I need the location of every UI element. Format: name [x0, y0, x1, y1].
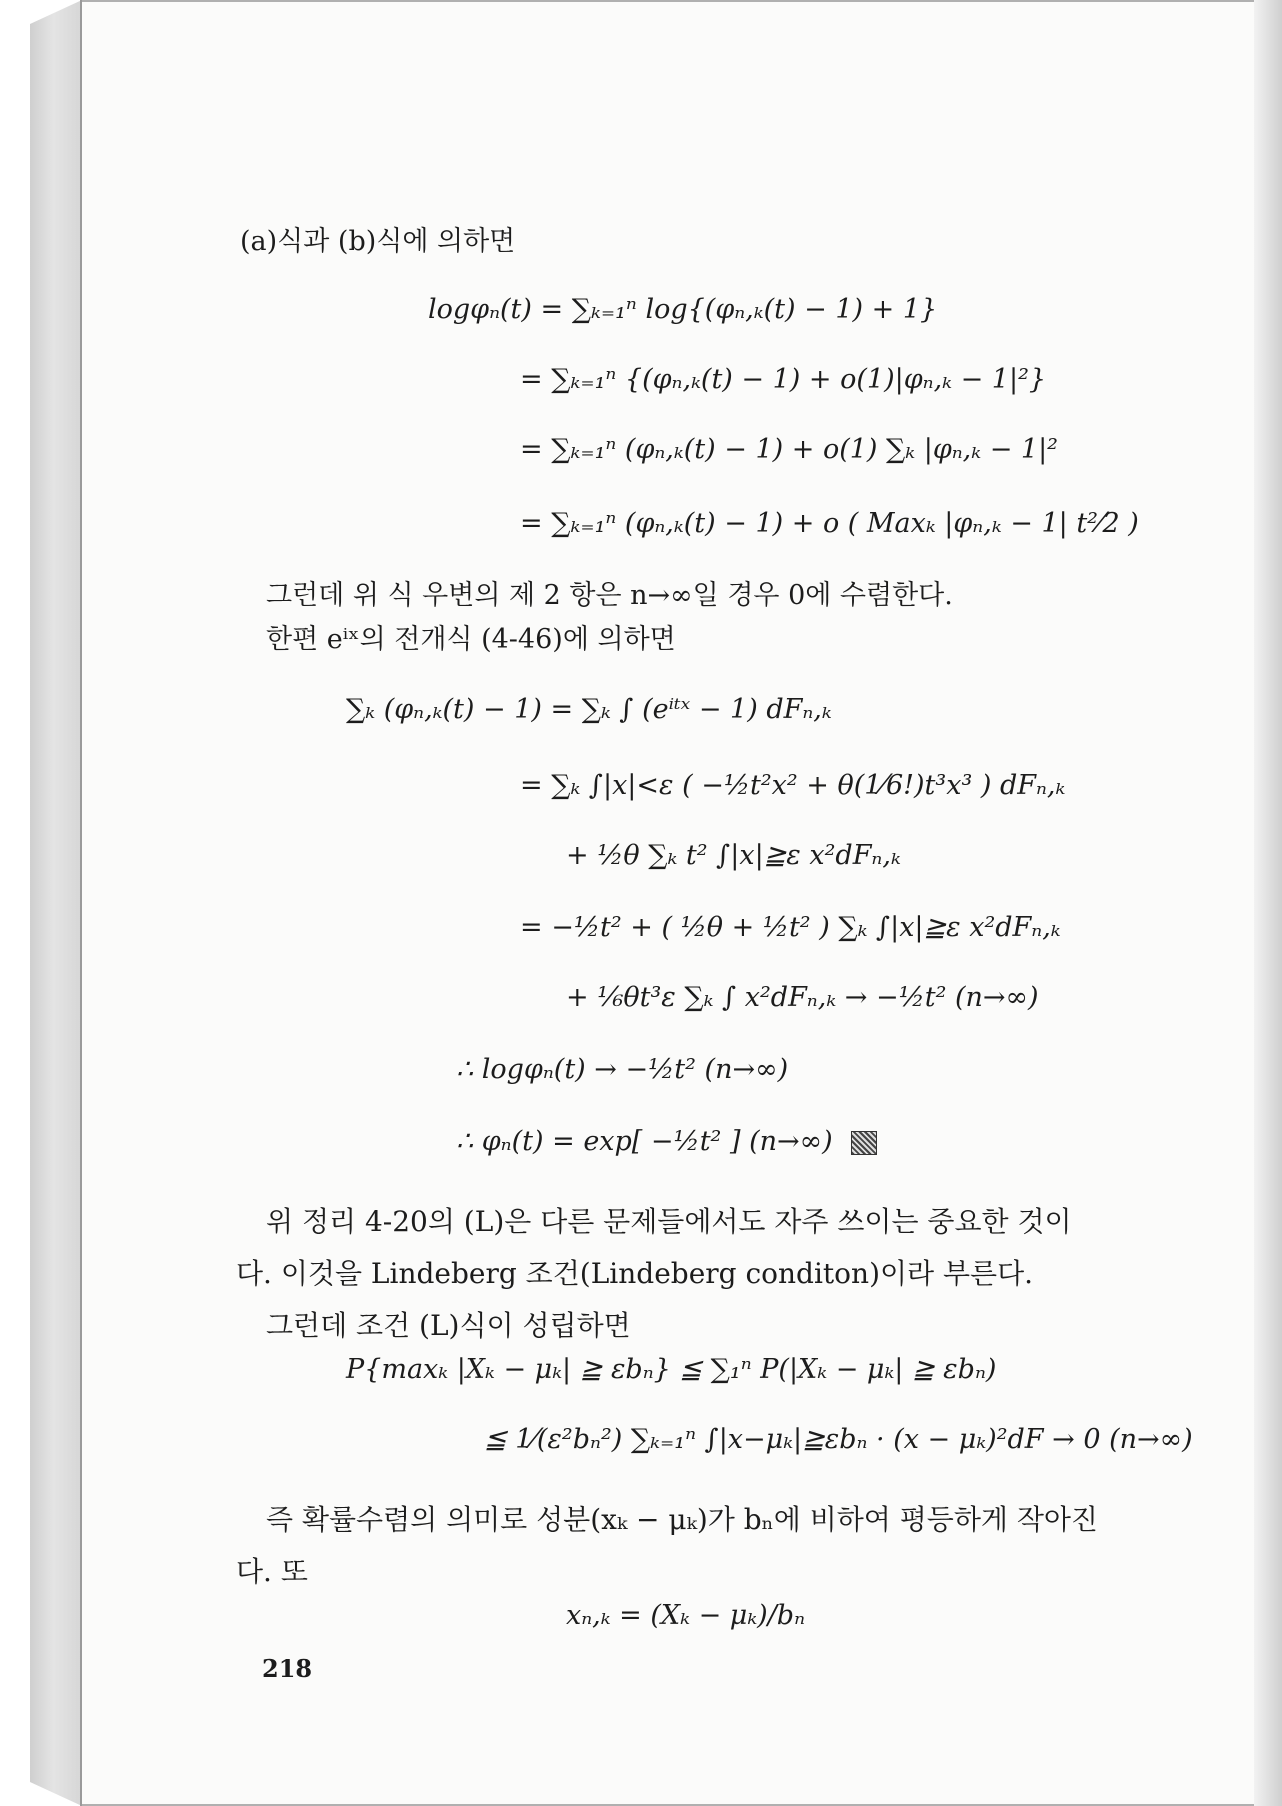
equation-1-line-3: = ∑ₖ₌₁ⁿ (φₙ,ₖ(t) − 1) + o(1) ∑ₖ |φₙ,ₖ − 1|² — [520, 434, 1058, 465]
page-right-shadow — [1254, 0, 1282, 1806]
conclusion-2 — [456, 1126, 877, 1158]
book-spine-edge — [30, 0, 82, 1806]
equation-1-line-2: = ∑ₖ₌₁ⁿ {(φₙ,ₖ(t) − 1) + o(1)|φₙ,ₖ − 1|²} — [520, 364, 1047, 395]
equation-1-line-4: = ∑ₖ₌₁ⁿ (φₙ,ₖ(t) − 1) + o ( Maxₖ |φₙ,ₖ − 1| t²⁄2 ) — [520, 508, 1139, 539]
paragraph-1-line-1: 위 정리 4-20의 (L)은 다른 문제들에서도 자주 쓰이는 중요한 것이 — [266, 1205, 1072, 1238]
paragraph-3-line-2: 다. 또 — [236, 1555, 308, 1588]
paragraph-1-line-2: 다. 이것을 Lindeberg 조건(Lindeberg conditon)이라 부른다. — [236, 1257, 1034, 1290]
equation-2-line-2: = ∑ₖ ∫|x|<ε ( −½t²x² + θ(1⁄6!)t³x³ ) dFₙ,ₖ — [520, 770, 1066, 801]
intro-line: (a)식과 (b)식에 의하면 — [240, 226, 516, 257]
paragraph-2: 그런데 조건 (L)식이 성립하면 — [266, 1309, 631, 1342]
final-equation: xₙ,ₖ = (Xₖ − μₖ)/bₙ — [566, 1600, 806, 1631]
page-number: 218 — [262, 1654, 313, 1683]
equation-2-line-3: + ½θ ∑ₖ t² ∫|x|≧ε x²dFₙ,ₖ — [566, 840, 901, 871]
paragraph-lindeberg — [236, 1196, 1166, 1352]
equation-2-line-4: = −½t² + ( ½θ + ½t² ) ∑ₖ ∫|x|≧ε x²dFₙ,ₖ — [520, 912, 1061, 943]
remark-line-2: 한편 eⁱˣ의 전개식 (4-46)에 의하면 — [266, 624, 676, 655]
equation-3-line-1: P{maxₖ |Xₖ − μₖ| ≧ εbₙ} ≦ ∑₁ⁿ P(|Xₖ − μₖ| ≧ εbₙ) — [346, 1354, 997, 1385]
equation-2-line-1: ∑ₖ (φₙ,ₖ(t) − 1) = ∑ₖ ∫ (eⁱᵗˣ − 1) dFₙ,ₖ — [346, 694, 832, 725]
remark-line-1: 그런데 위 식 우변의 제 2 항은 n→∞일 경우 0에 수렴한다. — [266, 580, 953, 611]
equation-1-line-1: logφₙ(t) = ∑ₖ₌₁ⁿ log{(φₙ,ₖ(t) − 1) + 1} — [428, 294, 938, 325]
qed-mark-icon — [851, 1131, 877, 1155]
conclusion-1: ∴ logφₙ(t) → −½t² (n→∞) — [456, 1054, 789, 1085]
page-edge-line — [80, 0, 82, 1806]
equation-3-line-2: ≦ 1⁄(ε²bₙ²) ∑ₖ₌₁ⁿ ∫|x−μₖ|≧εbₙ · (x − μₖ)²dF → 0 (n→∞) — [484, 1424, 1193, 1455]
conclusion-2-text: ∴ φₙ(t) = exp[ −½t² ] (n→∞) — [456, 1126, 833, 1157]
equation-2-line-5: + ⅙θt³ε ∑ₖ ∫ x²dFₙ,ₖ → −½t² (n→∞) — [566, 982, 1039, 1013]
paragraph-convergence — [236, 1494, 1166, 1598]
paragraph-3-line-1: 즉 확률수렴의 의미로 성분(xₖ − μₖ)가 bₙ에 비하여 평등하게 작아진 — [266, 1503, 1098, 1536]
